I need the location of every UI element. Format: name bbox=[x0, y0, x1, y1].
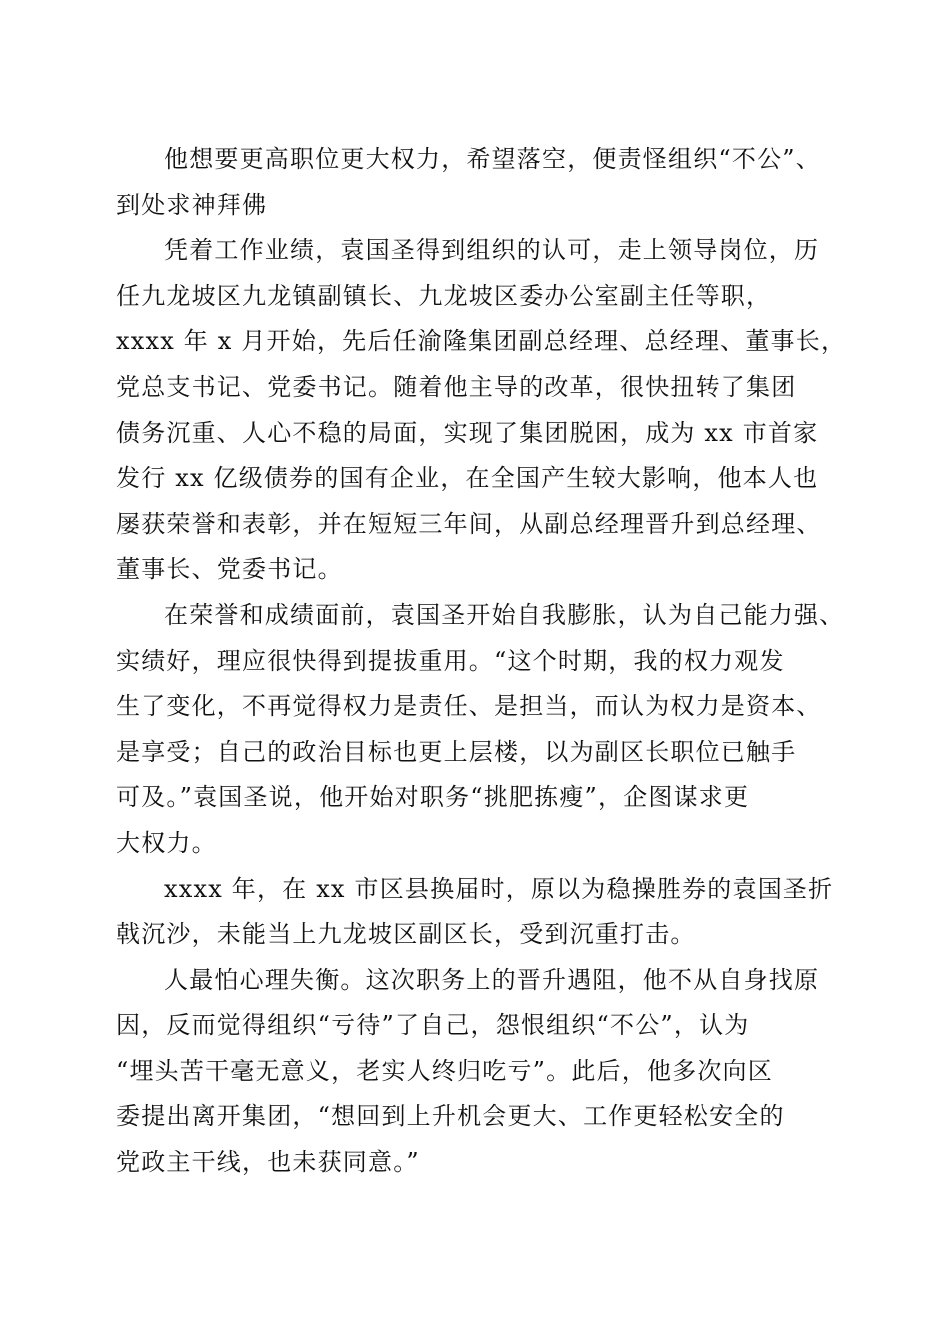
text-line: 凭着工作业绩，袁国圣得到组织的认可，走上领导岗位，历 bbox=[164, 236, 820, 265]
text-line: 生了变化，不再觉得权力是责任、是担当，而认为权力是资本、 bbox=[116, 692, 822, 721]
paragraph bbox=[116, 137, 836, 228]
text-line: 他想要更高职位更大权力，希望落空，便责怪组织“不公”、 bbox=[164, 145, 821, 173]
text-line: 党政主干线，也未获同意。” bbox=[116, 1148, 420, 1177]
text-line: “埋头苦干毫无意义，老实人终归吃亏”。此后，他多次向区 bbox=[116, 1056, 773, 1085]
text-line: 大权力。 bbox=[116, 828, 217, 857]
text-line: 到处求神拜佛 bbox=[116, 190, 268, 219]
paragraph bbox=[116, 593, 845, 867]
text-line: 人最怕心理失衡。这次职务上的晋升遇阻，他不从自身找原 bbox=[164, 965, 820, 994]
text-line: 是享受；自己的政治目标也更上层楼，以为副区长职位已触手 bbox=[116, 737, 797, 766]
paragraph bbox=[116, 228, 847, 593]
paragraph bbox=[116, 958, 836, 1186]
text-line: 债务沉重、人心不稳的局面，实现了集团脱困，成为 xx 市首家 bbox=[116, 418, 819, 447]
text-line: 在荣誉和成绩面前，袁国圣开始自我膨胀，认为自己能力强、 bbox=[164, 600, 845, 629]
text-line: 董事长、党委书记。 bbox=[116, 555, 343, 584]
text-line: 任九龙坡区九龙镇副镇长、九龙坡区委办公室副主任等职， bbox=[116, 281, 772, 310]
text-line: 发行 xx 亿级债券的国有企业，在全国产生较大影响，他本人也 bbox=[116, 464, 819, 493]
text-line: 党总支书记、党委书记。随着他主导的改革，很快扭转了集团 bbox=[116, 372, 797, 401]
document-body bbox=[116, 137, 847, 1186]
text-line: xxxx 年，在 xx 市区县换届时，原以为稳操胜券的袁国圣折 bbox=[164, 874, 834, 903]
text-line: 因，反而觉得组织“亏待”了自己，怨恨组织“不公”，认为 bbox=[116, 1011, 750, 1040]
text-line: xxxx 年 x 月开始，先后任渝隆集团副总经理、总经理、董事长， bbox=[116, 327, 847, 356]
text-line: 戟沉沙，未能当上九龙坡区副区长，受到沉重打击。 bbox=[116, 920, 696, 949]
text-line: 屡获荣誉和表彰，并在短短三年间，从副总经理晋升到总经理、 bbox=[116, 509, 822, 538]
text-line: 可及。”袁国圣说，他开始对职务“挑肥拣瘦”，企图谋求更 bbox=[116, 783, 750, 812]
paragraph bbox=[116, 867, 836, 958]
text-line: 实绩好，理应很快得到提拔重用。“这个时期，我的权力观发 bbox=[116, 646, 785, 675]
text-line: 委提出离开集团，“想回到上升机会更大、工作更轻松安全的 bbox=[116, 1102, 785, 1131]
